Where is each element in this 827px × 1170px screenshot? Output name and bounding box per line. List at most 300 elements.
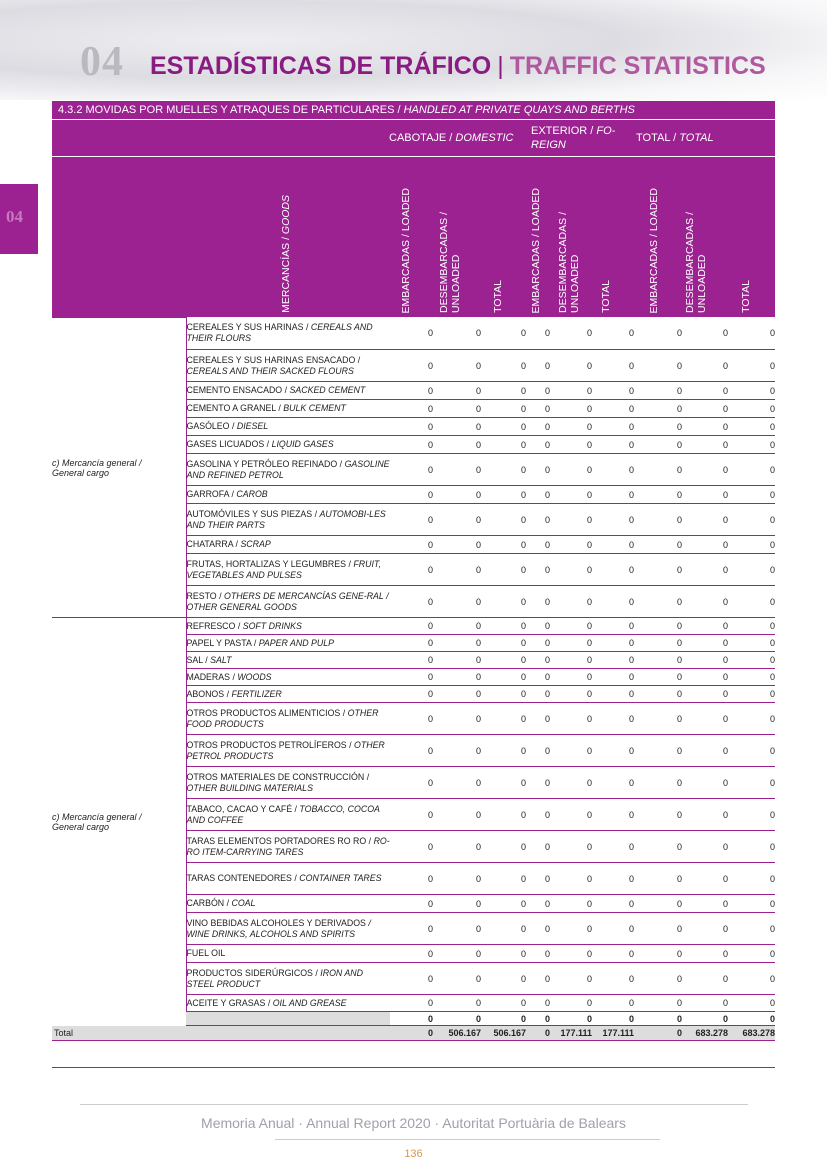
value-cell: 0 [634,895,682,913]
goods-name-es: ABONOS / [186,688,232,699]
value-cell: 0 [526,963,550,995]
group-header-foreign [531,124,615,152]
table-title-en: HANDLED AT PRIVATE QUAYS AND BERTHS [403,104,635,116]
goods-name-es: PRODUCTOS SIDERÚRGICOS / [186,967,321,978]
goods-name-es: GASES LICUADOS / [186,439,272,449]
value-cell: 0 [433,767,481,799]
value-cell: 0 [481,436,526,454]
chapter-title [150,52,766,81]
subtotal-blank [186,1012,390,1026]
value-cell: 0 [433,418,481,436]
value-cell: 0 [481,536,526,554]
goods-name [186,318,390,350]
value-cell: 0 [682,686,728,703]
value-cell: 0 [550,554,592,586]
chapter-number: 04 [80,39,124,85]
value-cell: 0 [481,400,526,418]
total-cell: 506.167 [433,1026,481,1041]
value-cell: 0 [481,504,526,536]
goods-name-es: CARBÓN / [186,898,232,908]
value-cell: 0 [592,486,634,504]
value-cell: 0 [592,554,634,586]
title-separator: | [497,52,504,80]
column-header-line1: TOTAL [740,280,752,313]
goods-name-es: OTROS PRODUCTOS PETROLÍFEROS / [186,739,354,750]
value-cell: 0 [433,350,481,382]
subtotal-cell: 0 [592,1012,634,1026]
value-cell: 0 [433,735,481,767]
total-cell: 177.111 [550,1026,592,1041]
value-cell: 0 [728,799,775,831]
goods-name [186,418,390,436]
value-cell: 0 [682,318,728,350]
value-cell: 0 [550,318,592,350]
value-cell: 0 [634,382,682,400]
value-cell: 0 [550,799,592,831]
chapter-title-en: TRAFFIC STATISTICS [509,52,766,80]
column-header [492,280,504,313]
side-chapter-tab [0,184,38,254]
value-cell: 0 [592,895,634,913]
value-cell: 0 [682,945,728,963]
value-cell: 0 [481,318,526,350]
value-cell: 0 [481,635,526,652]
value-cell: 0 [481,831,526,863]
value-cell: 0 [433,945,481,963]
value-cell: 0 [526,703,550,735]
group-foreign-en2: REIGN [531,139,566,151]
value-cell: 0 [526,486,550,504]
group-header-domestic [389,132,513,144]
chapter-title-es: ESTADÍSTICAS DE TRÁFICO [150,52,492,80]
subtotal-cell: 0 [481,1012,526,1026]
value-cell: 0 [390,454,433,486]
goods-name [186,995,390,1012]
total-label: Total [52,1026,390,1041]
value-cell: 0 [481,863,526,895]
goods-name [186,799,390,831]
value-cell: 0 [682,963,728,995]
value-cell: 0 [592,318,634,350]
value-cell: 0 [433,504,481,536]
column-header-line1: EMBARCADAS / LOADED [530,187,542,313]
column-header-line1: DESEMBARCADAS / [438,212,450,313]
goods-name [186,618,390,635]
value-cell: 0 [526,400,550,418]
group-header-band [52,120,775,157]
value-cell: 0 [526,504,550,536]
value-cell: 0 [550,382,592,400]
value-cell: 0 [390,995,433,1012]
value-cell: 0 [526,945,550,963]
goods-name-es: ACEITE Y GRASAS / [186,997,273,1008]
total-cell: 177.111 [592,1026,634,1041]
value-cell: 0 [433,486,481,504]
footer-rule-bottom [275,1139,660,1140]
goods-name-en: OIL AND GREASE [272,997,347,1008]
subtotal-cell: 0 [634,1012,682,1026]
goods-name [186,400,390,418]
value-cell: 0 [390,767,433,799]
goods-name-en: CONTAINER TARES [299,873,382,883]
subtotal-cell: 0 [390,1012,433,1026]
value-cell: 0 [550,504,592,536]
goods-name-es: GARROFA / [186,489,237,499]
value-cell: 0 [592,863,634,895]
goods-name-es: FRUTAS, HORTALIZAS Y LEGUMBRES / [186,558,354,569]
table-title [52,101,775,120]
goods-name-es: TARAS ELEMENTOS PORTADORES RO RO / [186,835,374,846]
value-cell: 0 [481,686,526,703]
total-cell: 506.167 [481,1026,526,1041]
value-cell: 0 [634,554,682,586]
goods-name [186,504,390,536]
traffic-table [52,101,775,1041]
group-total-es: TOTAL / [636,132,680,144]
column-header-line1: TOTAL [600,280,612,313]
value-cell: 0 [592,418,634,436]
table-row [52,618,775,635]
value-cell: 0 [433,895,481,913]
value-cell: 0 [433,995,481,1012]
value-cell: 0 [433,913,481,945]
goods-name-es: OTROS PRODUCTOS ALIMENTICIOS / [186,707,348,718]
value-cell: 0 [728,350,775,382]
value-cell: 0 [433,703,481,735]
value-cell: 0 [592,735,634,767]
value-cell: 0 [728,995,775,1012]
group-foreign-es: EXTERIOR / [531,125,597,137]
value-cell: 0 [682,703,728,735]
goods-name-en: RO-RO ITEM-CARRYING TARES [186,835,390,857]
goods-name [186,703,390,735]
goods-column-header [280,195,292,313]
value-cell: 0 [526,586,550,618]
goods-name [186,536,390,554]
value-cell: 0 [592,436,634,454]
value-cell: 0 [682,486,728,504]
value-cell: 0 [682,400,728,418]
value-cell: 0 [481,799,526,831]
value-cell: 0 [682,454,728,486]
value-cell: 0 [526,767,550,799]
value-cell: 0 [550,618,592,635]
data-table [52,317,775,1041]
goods-name-en: BULK CEMENT [283,403,346,413]
value-cell: 0 [526,635,550,652]
value-cell: 0 [390,554,433,586]
value-cell: 0 [433,400,481,418]
total-cell: 0 [634,1026,682,1041]
value-cell: 0 [728,318,775,350]
value-cell: 0 [481,586,526,618]
goods-name-en: OTHER FOOD PRODUCTS [186,707,379,729]
value-cell: 0 [390,703,433,735]
value-cell: 0 [682,586,728,618]
value-cell: 0 [682,735,728,767]
value-cell: 0 [550,536,592,554]
value-cell: 0 [550,400,592,418]
subtotal-cell: 0 [550,1012,592,1026]
value-cell: 0 [728,454,775,486]
value-cell: 0 [682,863,728,895]
value-cell: 0 [728,863,775,895]
value-cell: 0 [390,350,433,382]
value-cell: 0 [592,400,634,418]
value-cell: 0 [550,863,592,895]
value-cell: 0 [592,945,634,963]
goods-name [186,350,390,382]
value-cell: 0 [592,652,634,669]
value-cell: 0 [433,863,481,895]
value-cell: 0 [526,618,550,635]
value-cell: 0 [526,686,550,703]
group-label [52,618,186,1026]
value-cell: 0 [592,995,634,1012]
value-cell: 0 [390,895,433,913]
value-cell: 0 [592,618,634,635]
value-cell: 0 [592,586,634,618]
goods-name-en: AUTOMOBI-LES AND THEIR PARTS [186,508,386,530]
value-cell: 0 [526,554,550,586]
goods-name [186,382,390,400]
table-bottom-rule [52,1067,775,1068]
value-cell: 0 [481,995,526,1012]
value-cell: 0 [592,382,634,400]
goods-name-en: FERTILIZER [231,688,282,699]
value-cell: 0 [390,618,433,635]
value-cell: 0 [682,554,728,586]
goods-name-en: GASOLINE AND REFINED PETROL [186,458,390,480]
subtotal-cell: 0 [728,1012,775,1026]
value-cell: 0 [728,418,775,436]
value-cell: 0 [526,831,550,863]
value-cell: 0 [728,400,775,418]
value-cell: 0 [682,436,728,454]
group-label-line2: General cargo [52,467,110,478]
value-cell: 0 [481,486,526,504]
value-cell: 0 [634,735,682,767]
value-cell: 0 [481,735,526,767]
value-cell: 0 [390,318,433,350]
goods-name-es: CEREALES Y SUS HARINAS / [186,322,311,333]
goods-name-es: CHATARRA / [186,539,241,549]
goods-name-es: CEMENTO ENSACADO / [186,385,290,395]
value-cell: 0 [390,831,433,863]
value-cell: 0 [682,350,728,382]
value-cell: 0 [728,767,775,799]
value-cell: 0 [550,350,592,382]
value-cell: 0 [634,586,682,618]
value-cell: 0 [526,350,550,382]
goods-name [186,586,390,618]
header-background [0,0,827,100]
value-cell: 0 [526,436,550,454]
goods-name-en: IRON AND STEEL PRODUCT [186,967,363,989]
value-cell: 0 [550,913,592,945]
group-label-line1: c) Mercancía general / [52,811,142,822]
value-cell: 0 [634,831,682,863]
value-cell: 0 [634,863,682,895]
goods-name-en: OTHERS DE MERCANCÍAS GENE-RAL / OTHER GENERAL GOODS [186,590,389,612]
value-cell: 0 [550,963,592,995]
value-cell: 0 [433,831,481,863]
value-cell: 0 [481,669,526,686]
value-cell: 0 [550,703,592,735]
value-cell: 0 [433,382,481,400]
value-cell: 0 [433,635,481,652]
value-cell: 0 [728,652,775,669]
value-cell: 0 [433,669,481,686]
goods-name-en: CEREALS AND THEIR FLOURS [186,322,373,344]
column-header-line2: UNLOADED [569,254,581,313]
value-cell: 0 [682,831,728,863]
value-cell: 0 [550,831,592,863]
value-cell: 0 [390,382,433,400]
value-cell: 0 [390,945,433,963]
value-cell: 0 [634,913,682,945]
value-cell: 0 [592,767,634,799]
value-cell: 0 [592,703,634,735]
value-cell: 0 [728,382,775,400]
column-header [600,280,612,313]
value-cell: 0 [634,635,682,652]
total-cell: 683.278 [682,1026,728,1041]
value-cell: 0 [481,895,526,913]
column-header-line1: TOTAL [492,280,504,313]
subtotal-cell: 0 [682,1012,728,1026]
value-cell: 0 [682,618,728,635]
value-cell: 0 [682,895,728,913]
value-cell: 0 [592,913,634,945]
goods-name [186,669,390,686]
value-cell: 0 [728,436,775,454]
goods-name [186,831,390,863]
goods-name [186,486,390,504]
goods-name-es: CEMENTO A GRANEL / [186,403,284,413]
value-cell: 0 [481,618,526,635]
total-row [52,1026,775,1041]
goods-name [186,767,390,799]
value-cell: 0 [390,586,433,618]
value-cell: 0 [433,554,481,586]
value-cell: 0 [481,913,526,945]
value-cell: 0 [682,995,728,1012]
column-header [400,188,412,313]
value-cell: 0 [550,895,592,913]
value-cell: 0 [728,669,775,686]
value-cell: 0 [728,735,775,767]
goods-name-es: AUTOMÓVILES Y SUS PIEZAS / [186,508,320,519]
value-cell: 0 [634,703,682,735]
goods-name-en: TOBACCO, COCOA AND COFFEE [186,803,380,825]
goods-name-es: REFRESCO / [186,620,243,631]
goods-name-en: SOFT DRINKS [242,620,302,631]
goods-name [186,635,390,652]
value-cell: 0 [390,400,433,418]
value-cell: 0 [433,454,481,486]
subtotal-cell: 0 [526,1012,550,1026]
footer-text: Memoria Anual · Annual Report 2020 · Autoritat Portuària de Balears [201,1115,626,1131]
group-domestic-es: CABOTAJE / [389,132,456,144]
goods-name [186,895,390,913]
value-cell: 0 [550,486,592,504]
value-cell: 0 [728,831,775,863]
column-header-line1: EMBARCADAS / LOADED [400,187,412,313]
column-header-line1: DESEMBARCADAS / [684,212,696,313]
group-foreign-en: FO- [596,125,616,137]
goods-name-en: SALT [210,654,232,665]
side-tab-number: 04 [6,207,23,226]
value-cell: 0 [634,454,682,486]
value-cell: 0 [481,418,526,436]
value-cell: 0 [550,454,592,486]
goods-name-es: TABACO, CACAO Y CAFÉ / [186,803,300,814]
goods-name-es: SAL / [186,654,211,665]
column-header [684,212,708,313]
column-header-band [52,157,775,317]
value-cell: 0 [634,350,682,382]
goods-name-en: / WINE DRINKS, ALCOHOLS AND SPIRITS [186,917,371,939]
goods-name-en: SACKED CEMENT [289,385,366,395]
value-cell: 0 [682,913,728,945]
group-total-en: TOTAL [679,132,714,144]
value-cell: 0 [481,652,526,669]
page-number: 136 [404,1148,423,1160]
value-cell: 0 [433,536,481,554]
group-label-line2: General cargo [52,821,110,832]
value-cell: 0 [728,895,775,913]
value-cell: 0 [390,635,433,652]
goods-name-es: VINO BEBIDAS ALCOHOLES Y DERIVADOS [186,917,369,928]
value-cell: 0 [592,454,634,486]
value-cell: 0 [728,686,775,703]
goods-name-en: LIQUID GASES [271,439,334,449]
value-cell: 0 [728,703,775,735]
value-cell: 0 [550,669,592,686]
goods-name-es: GASÓLEO / [186,421,237,431]
goods-name-es: MADERAS / [186,671,238,682]
goods-name [186,454,390,486]
goods-name [186,686,390,703]
group-domestic-en: DOMESTIC [455,132,514,144]
value-cell: 0 [728,536,775,554]
column-header [740,280,752,313]
value-cell: 0 [390,536,433,554]
value-cell: 0 [634,400,682,418]
goods-name [186,863,390,895]
value-cell: 0 [592,963,634,995]
goods-name-es: PAPEL Y PASTA / [186,637,259,648]
value-cell: 0 [728,504,775,536]
value-cell: 0 [682,504,728,536]
group-label-line1: c) Mercancía general / [52,457,142,468]
value-cell: 0 [550,652,592,669]
group-header-total [636,132,714,144]
value-cell: 0 [526,454,550,486]
goods-name-es: GASOLINA Y PETRÓLEO REFINADO / [186,458,345,469]
value-cell: 0 [634,418,682,436]
value-cell: 0 [433,586,481,618]
table-row [52,318,775,350]
value-cell: 0 [550,635,592,652]
value-cell: 0 [550,418,592,436]
value-cell: 0 [433,436,481,454]
column-header [648,188,660,313]
value-cell: 0 [728,963,775,995]
value-cell: 0 [592,635,634,652]
goods-name [186,436,390,454]
